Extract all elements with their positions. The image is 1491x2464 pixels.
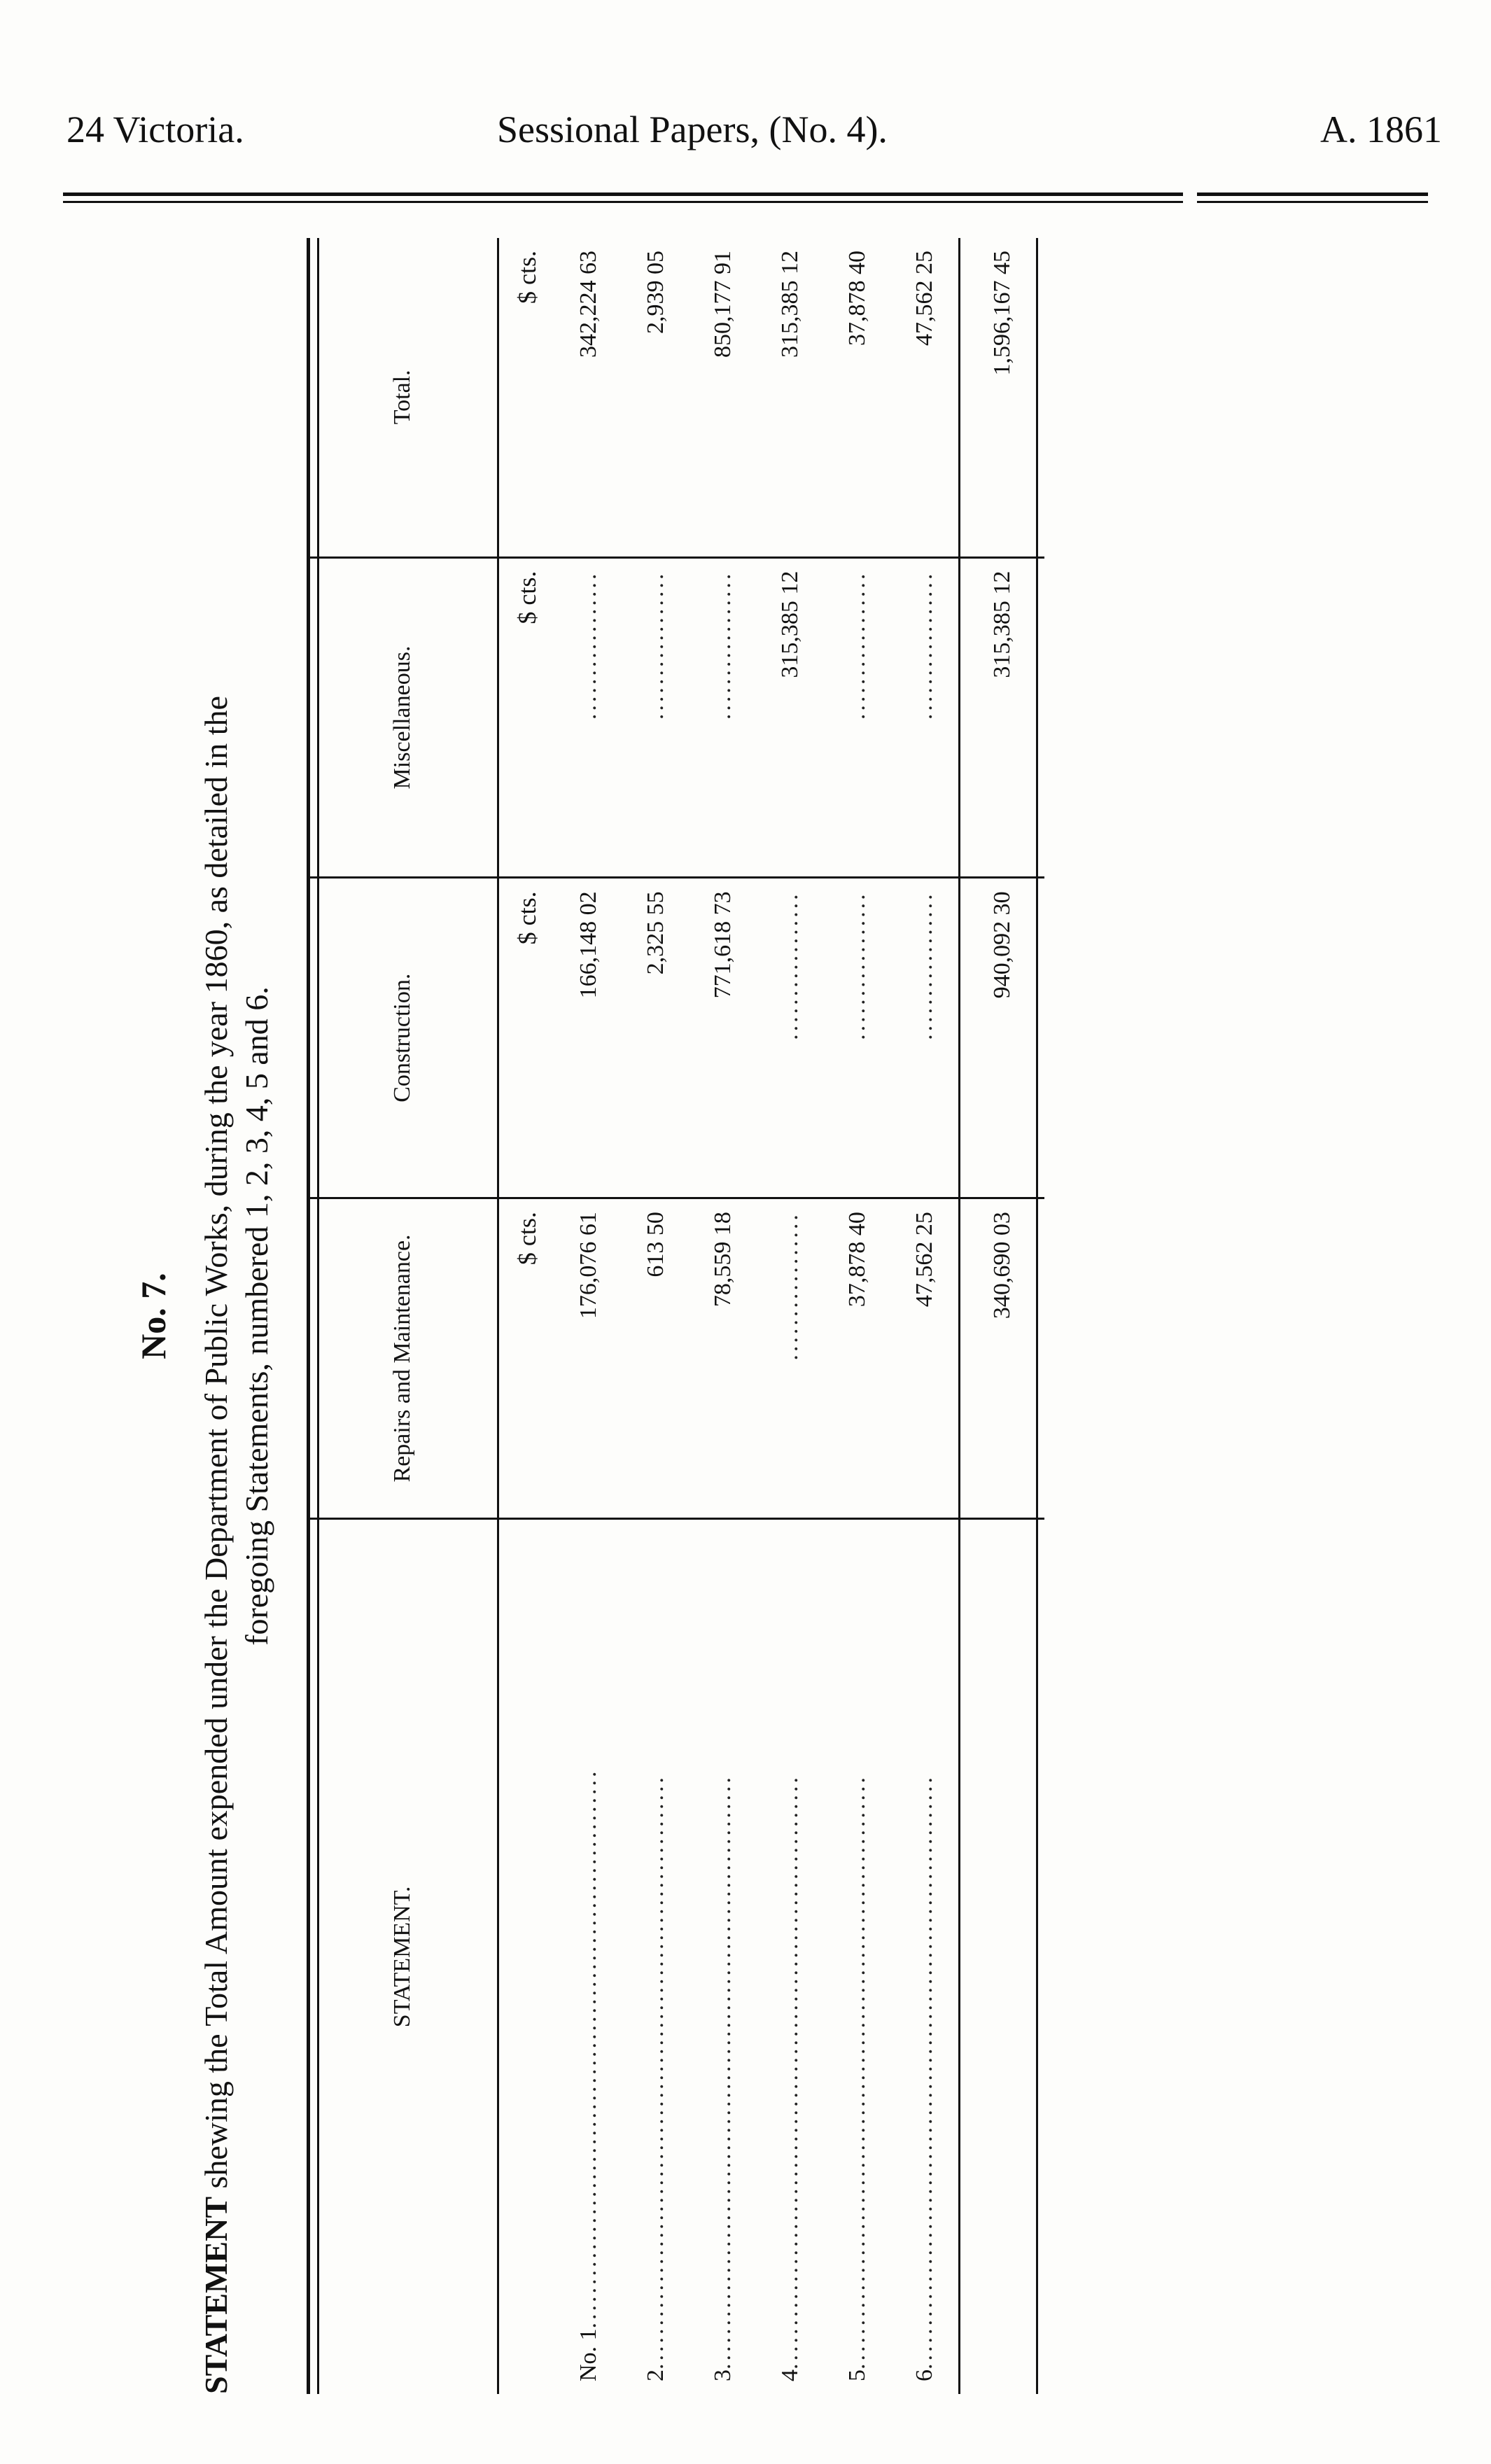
header-year: A. 1861 — [1320, 108, 1442, 150]
leader-dots: .................................................................... — [844, 1774, 870, 2370]
cell-misc — [555, 557, 622, 878]
header-rule-bottom — [63, 201, 1183, 203]
leader-dots: ................................................................ — [575, 1768, 601, 2329]
cell-misc — [891, 557, 960, 878]
statement-title — [196, 238, 277, 2394]
total-misc: 315,385 12 — [960, 557, 1045, 878]
cell-construction — [757, 878, 824, 1198]
cell-misc: 315,385 12 — [757, 557, 824, 878]
total-construction: 940,092 30 — [960, 878, 1045, 1198]
table-row — [824, 238, 891, 2394]
grand-total: 1,596,167 45 — [960, 238, 1045, 557]
cell-total: 47,562 25 — [891, 238, 960, 557]
title-lead: STATEMENT — [198, 2196, 234, 2394]
col-header-construction: Construction. — [308, 878, 498, 1198]
expenditure-table — [308, 238, 1044, 2394]
header-rule-right-bottom — [1197, 201, 1428, 203]
totals-label-cell — [960, 1518, 1045, 2394]
leader-dots: ................. — [911, 891, 937, 1040]
row-label: 5 — [844, 2370, 870, 2381]
leader-dots: .................................................................... — [777, 1774, 803, 2370]
header-rule-top — [63, 192, 1183, 196]
table-frame-bottom — [1036, 238, 1038, 2394]
leader-dots: .................................................................... — [911, 1774, 937, 2370]
sheet-number: No. 7. — [134, 1273, 173, 1359]
totals-row — [960, 238, 1045, 2394]
cell-construction: 166,148 02 — [555, 878, 622, 1198]
row-label: 6 — [911, 2370, 937, 2381]
header-rule-right-top — [1197, 192, 1428, 196]
cell-total: 2,939 05 — [622, 238, 690, 557]
cell-repairs: 613 50 — [622, 1198, 690, 1519]
unit-repairs: $ cts. — [498, 1198, 556, 1519]
cell-construction: 2,325 55 — [622, 878, 690, 1198]
unit-misc: $ cts. — [498, 557, 556, 878]
cell-repairs: 47,562 25 — [891, 1198, 960, 1519]
cell-repairs: 37,878 40 — [824, 1198, 891, 1519]
cell-total: 342,224 63 — [555, 238, 622, 557]
cell-construction: 771,618 73 — [690, 878, 757, 1198]
col-header-repairs: Repairs and Maintenance. — [308, 1198, 498, 1519]
row-label: 4 — [777, 2370, 803, 2381]
unit-total: $ cts. — [498, 238, 556, 557]
leader-dots: ................. — [710, 570, 736, 720]
col-header-statement: STATEMENT. — [308, 1518, 498, 2394]
header-title: Sessional Papers, (No. 4). — [497, 108, 888, 150]
cell-total: 315,385 12 — [757, 238, 824, 557]
cell-misc — [824, 557, 891, 878]
col-header-misc: Miscellaneous. — [308, 557, 498, 878]
cell-repairs: 176,076 61 — [555, 1198, 622, 1519]
leader-dots: ................. — [844, 570, 870, 720]
cell-misc — [690, 557, 757, 878]
row-label: 2 — [643, 2370, 668, 2381]
row-label: No. 1 — [575, 2328, 601, 2381]
cell-construction — [891, 878, 960, 1198]
page-header — [0, 105, 1491, 161]
rotated-statement — [133, 238, 1148, 2394]
table-row — [757, 238, 824, 2394]
leader-dots: ................. — [777, 891, 803, 1040]
leader-dots: .................................................................... — [710, 1774, 736, 2370]
cell-misc — [622, 557, 690, 878]
table-row — [891, 238, 960, 2394]
cell-repairs — [757, 1198, 824, 1519]
cell-total: 37,878 40 — [824, 238, 891, 557]
table-row — [690, 238, 757, 2394]
leader-dots: .................................................................... — [643, 1774, 668, 2370]
title-line2: foregoing Statements, numbered 1, 2, 3, 4, 5 and 6. — [239, 986, 274, 1646]
unit-construction: $ cts. — [498, 878, 556, 1198]
leader-dots: ................. — [777, 1212, 803, 1361]
table-row — [555, 238, 622, 2394]
table-row — [622, 238, 690, 2394]
cell-total: 850,177 91 — [690, 238, 757, 557]
cell-construction — [824, 878, 891, 1198]
col-header-total: Total. — [308, 238, 498, 557]
header-session: 24 Victoria. — [66, 108, 244, 150]
leader-dots: ................. — [911, 570, 937, 720]
leader-dots: ................. — [844, 891, 870, 1040]
leader-dots: ................. — [575, 570, 601, 720]
row-label: 3 — [710, 2370, 736, 2381]
unit-statement — [498, 1518, 556, 2394]
leader-dots: ................. — [643, 570, 668, 720]
total-repairs: 340,690 03 — [960, 1198, 1045, 1519]
cell-repairs: 78,559 18 — [690, 1198, 757, 1519]
title-line1: shewing the Total Amount expended under the Department of Public Works, during the year 1860, as detailed in the — [198, 696, 234, 2197]
